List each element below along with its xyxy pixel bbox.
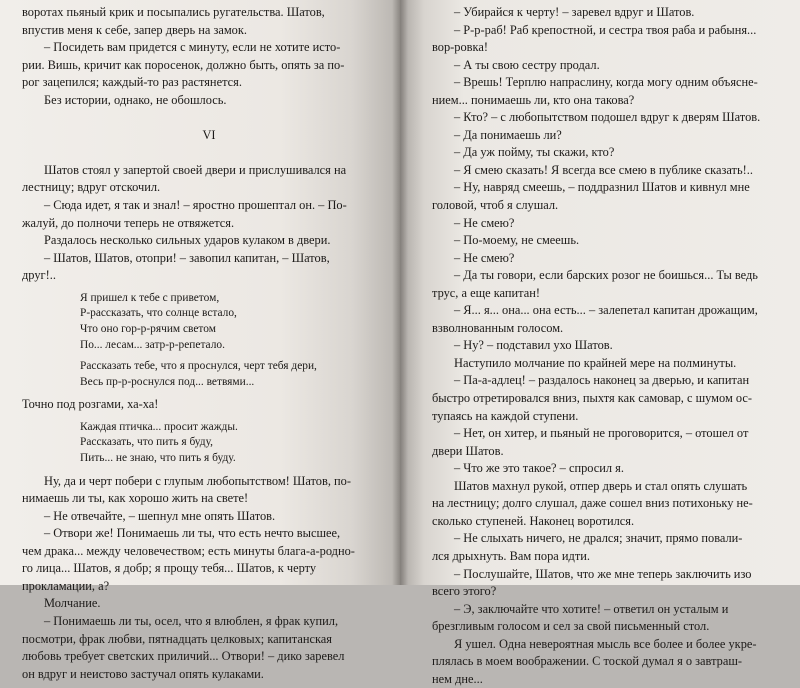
text-line: нимаешь ли ты, как хорошо жить на свете!: [22, 491, 249, 506]
text-line: он вдруг и неистово застучал опять кулаками.: [22, 666, 264, 681]
text-line: нем дне...: [432, 671, 483, 686]
text-line: – Да понимаешь ли?: [454, 127, 562, 142]
text-line: – Не смею?: [454, 250, 515, 265]
text-line: – Па-а-адлец! – раздалось наконец за дверью, и капитан: [454, 373, 750, 388]
text-line: Шатов стоял у запертой своей двери и прислушивался на: [44, 162, 347, 177]
verse-line: Рассказать тебе, что я проснулся, черт тебя дери,: [80, 360, 317, 373]
paragraph-block: [22, 396, 374, 414]
blank-line: [22, 109, 374, 127]
text-line: – Убирайся к черту! – заревел вдруг и Шатов.: [454, 5, 695, 19]
verse-line: Пить... не знаю, что пить я буду.: [80, 452, 236, 465]
text-line: Я ушел. Одна невероятная мысль все более и более укре-: [454, 636, 757, 651]
verse-line: Что оно гор-р-рячим светом: [80, 322, 216, 335]
text-line: – Посидеть вам придется с минуту, если не хотите исто-: [44, 40, 341, 55]
text-line: всего этого?: [432, 584, 497, 599]
verse-stanza: [22, 420, 374, 467]
text-line: – Р-р-раб! Раб крепостной, и сестра твоя раба и рабыня...: [454, 22, 757, 37]
text-line: трус, а еще капитан!: [432, 285, 540, 300]
paragraph-block: [22, 4, 374, 109]
text-line: – Да ты говори, если барских розог не боишься... Ты ведь: [454, 268, 758, 283]
left-page: [0, 0, 400, 681]
text-line: вор-ровка!: [432, 40, 488, 55]
text-line: брезгливым голосом и сел за свой письменный стол.: [432, 619, 710, 634]
right-page-text: [432, 4, 777, 688]
verse-stanza: [22, 359, 374, 390]
text-line: – По-моему, не смеешь.: [454, 233, 580, 248]
paragraph-block: [22, 473, 374, 684]
text-line: – Кто? – с любопытством подошел вдруг к дверям Шатов.: [454, 110, 761, 125]
text-line: – Понимаешь ли ты, осел, что я влюблен, я фрак купил,: [44, 614, 339, 629]
verse-line: Каждая птичка... просит жажды.: [80, 420, 238, 433]
text-line: лестницу; вдруг отскочил.: [22, 180, 161, 195]
text-line: впустив меня к себе, запер дверь на замок.: [22, 22, 247, 37]
text-line: чем драка... между человечеством; есть минуты блага-а-родно-: [22, 543, 355, 558]
text-line: – Нет, он хитер, и пьяный не проговорится, – отошел от: [454, 426, 749, 441]
text-line: головой, чтоб я слушал.: [432, 198, 559, 213]
text-line: – Не слыхать ничего, не дрался; значит, прямо повали-: [454, 531, 743, 546]
text-line: – Шатов, Шатов, отопри! – завопил капитан, – Шатов,: [44, 250, 330, 265]
verse-line: По... лесам... затр-р-репетало.: [80, 338, 225, 351]
verse-line: Я пришел к тебе с приветом,: [80, 291, 220, 304]
text-line: Молчание.: [44, 596, 101, 611]
text-line: прокламации, а?: [22, 578, 110, 593]
text-line: – Не отвечайте, – шепнул мне опять Шатов.: [44, 508, 276, 523]
text-line: Наступило молчание по крайней мере на полминуты.: [454, 355, 737, 370]
text-line: Шатов махнул рукой, отпер дверь и стал опять слушать: [454, 478, 748, 493]
text-line: – Не смею?: [454, 215, 515, 230]
text-line: жалуй, до полночи теперь не отвяжется.: [22, 215, 235, 230]
text-line: на лестницу; долго слушал, даже сошел вниз потихоньку не-: [432, 496, 753, 511]
text-line: – Я... я... она... она есть... – залепетал капитан дрожащим,: [454, 303, 758, 318]
text-line: плялась в моем воображении. С тоской думал я о завтраш-: [432, 654, 743, 669]
text-line: Без истории, однако, не обошлось.: [44, 92, 227, 107]
text-line: Ну, да и черт побери с глупым любопытством! Шатов, по-: [44, 473, 352, 488]
chapter-heading: [22, 127, 374, 145]
text-line: – Да уж пойму, ты скажи, кто?: [454, 145, 615, 160]
paragraph-block: [22, 162, 374, 285]
left-page-text: [22, 4, 374, 683]
text-line: нием... понимаешь ли, кто она такова?: [432, 92, 635, 107]
text-line: друг!..: [22, 268, 56, 283]
text-line: – Ну? – подставил ухо Шатов.: [454, 338, 613, 353]
text-line: – А ты свою сестру продал.: [454, 57, 600, 72]
text-line: тупаясь на каждой ступени.: [432, 408, 579, 423]
text-line: рог зацепился; каждый-то раз растянется.: [22, 75, 242, 90]
text-line: посмотри, фрак любви, пятнадцать целковых; капитанская: [22, 631, 332, 646]
text-line: воротах пьяный крик и посыпались ругательства. Шатов,: [22, 5, 325, 19]
text-line: – Послушайте, Шатов, что же мне теперь заключить изо: [454, 566, 752, 581]
text-line: – Э, заключайте что хотите! – ответил он усталым и: [454, 601, 729, 616]
blank-line: [22, 144, 374, 162]
right-page: [400, 0, 800, 686]
text-line: двери Шатов.: [432, 443, 504, 458]
text-line: Раздалось несколько сильных ударов кулаком в двери.: [44, 233, 331, 248]
text-line: го лица... Шатов, я добр; я прощу тебя... Шатов, к черту: [22, 561, 317, 576]
verse-stanza: [22, 291, 374, 353]
text-line: лся дрыхнуть. Вам пора идти.: [432, 548, 590, 563]
text-line: сколько ступеней. Наконец воротился.: [432, 513, 635, 528]
text-line: – Я смею сказать! Я всегда все смею в публике сказать!..: [454, 162, 753, 177]
chapter-number: VI: [202, 127, 216, 142]
verse-line: Весь пр-р-роснулся под... ветвями...: [80, 375, 255, 388]
verse-line: Рассказать, что пить я буду,: [80, 436, 213, 449]
text-line: – Сюда идет, я так и знал! – яростно прошептал он. – По-: [44, 198, 347, 213]
text-line: Точно под розгами, ха-ха!: [22, 397, 159, 412]
text-line: – Ну, навряд смеешь, – поддразнил Шатов и кивнул мне: [454, 180, 750, 195]
text-line: – Отвори же! Понимаешь ли ты, что есть нечто высшее,: [44, 526, 341, 541]
text-line: – Что же это такое? – спросил я.: [454, 461, 624, 476]
text-line: взволнованным голосом.: [432, 320, 564, 335]
text-line: любовь требует светских приличий... Отвори! – дико заревел: [22, 649, 345, 664]
text-line: быстро отретировался вниз, пыхтя как самовар, с шумом ос-: [432, 391, 753, 406]
text-line: – Врешь! Терплю напраслину, когда могу одним объясне-: [454, 75, 758, 90]
verse-line: Р-рассказать, что солнце встало,: [80, 307, 237, 320]
text-line: рии. Вишь, кричит как поросенок, должно быть, опять за по-: [22, 57, 345, 72]
